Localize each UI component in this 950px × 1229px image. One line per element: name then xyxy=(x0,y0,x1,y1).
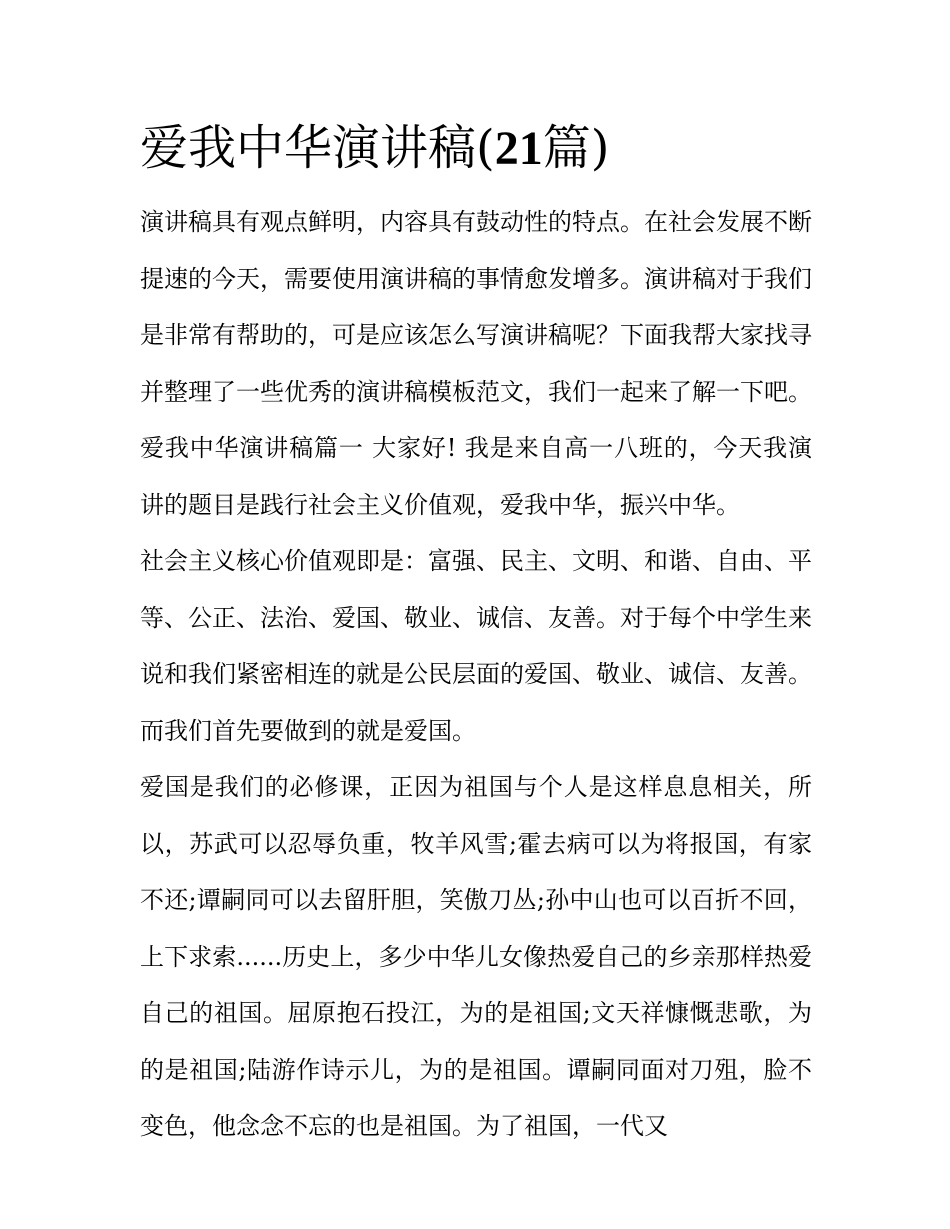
paragraph-intro: 演讲稿具有观点鲜明，内容具有鼓动性的特点。在社会发展不断提速的今天，需要使用演讲稿的事情愈发增多。演讲稿对于我们是非常有帮助的，可是应该怎么写演讲稿呢？下面我帮大家找寻并整理了一些优秀的演讲稿模板范文，我们一起来了解一下吧。 xyxy=(140,208,812,406)
paragraph-core-values: 社会主义核心价值观即是：富强、民主、文明、和谐、自由、平等、公正、法治、爱国、敬业、诚信、友善。对于每个中学生来说和我们紧密相连的就是公民层面的爱国、敬业、诚信、友善。而我们首先要做到的就是爱国。 xyxy=(140,547,812,745)
document-title xyxy=(140,112,820,185)
paragraph-patriotism: 爱国是我们的必修课，正因为祖国与个人是这样息息相关，所以，苏武可以忍辱负重，牧羊风雪;霍去病可以为将报国，有家不还;谭嗣同可以去留肝胆，笑傲刀丛;孙中山也可以百折不回，上下求索......历史上，多少中华儿女像热爱自己的乡亲那样热爱自己的祖国。屈原抱石投江，为的是祖国;文天祥慷慨悲歌，为的是祖国;陆游作诗示儿，为的是祖国。谭嗣同面对刀殂，脸不变色，他念念不忘的也是祖国。为了祖国，一代又 xyxy=(140,773,812,1140)
title-main: 爱我中华演讲稿( xyxy=(140,120,495,176)
document-body xyxy=(140,194,812,1155)
title-number: 21 xyxy=(494,122,543,175)
paragraph-speech-opening: 爱我中华演讲稿篇一 大家好! 我是来自高一八班的，今天我演讲的题目是践行社会主义价值观，爱我中华，振兴中华。 xyxy=(140,434,812,519)
title-end: 篇) xyxy=(542,120,610,176)
